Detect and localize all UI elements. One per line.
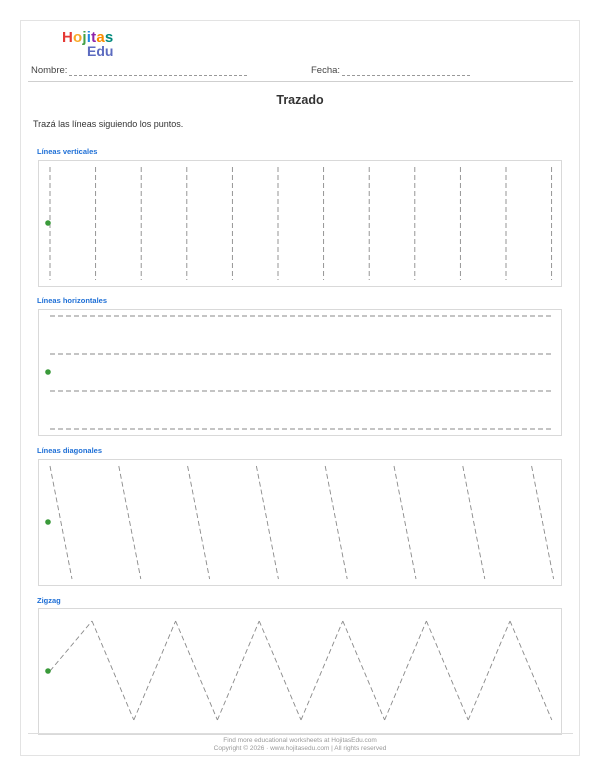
zigzag-trace-segment [50,621,92,671]
zigzag-trace-segment [92,621,134,720]
name-label: Nombre: [31,65,68,76]
date-field [311,65,470,76]
zigzag-trace-segment [176,621,218,720]
zigzag-trace-segment [343,621,385,720]
zigzag-trace-segment [134,621,176,720]
diagonal-trace-line [394,466,416,579]
diagonal-lines-drawing [39,460,561,585]
zigzag-trace-segment [510,621,552,720]
name-field [31,65,247,76]
zigzag-trace-segment [301,621,343,720]
section-label-horizontal: Líneas horizontales [37,296,108,305]
start-dot [45,369,51,375]
zigzag-trace-segment [468,621,510,720]
diagonal-trace-line [50,466,72,579]
date-line[interactable] [342,66,470,76]
section-label-diagonal: Líneas diagonales [37,446,103,455]
diagonal-trace-line [325,466,347,579]
worksheet-title: Trazado [276,93,324,107]
diagonal-trace-line [256,466,278,579]
diagonal-trace-line [532,466,554,579]
start-dot [45,220,51,226]
header-divider [28,81,573,82]
zigzag-trace-segment [426,621,468,720]
footer-line-1: Find more educational worksheets at HojitasEdu.com [223,737,377,744]
vertical-lines-box[interactable] [38,160,562,287]
diagonal-trace-line [188,466,210,579]
vertical-lines-drawing [39,161,561,286]
diagonal-trace-line [119,466,141,579]
date-label: Fecha: [311,65,341,76]
horizontal-lines-drawing [39,310,561,435]
zigzag-trace-segment [217,621,259,720]
zigzag-trace-segment [259,621,301,720]
start-dot [45,668,51,674]
zigzag-drawing [39,609,561,734]
footer-divider [28,733,573,734]
footer-line-2: Copyright © 2026 · www.hojitasedu.com | All rights reserved [213,745,387,752]
horizontal-lines-box[interactable] [38,309,562,436]
hojitasedu-logo: Hojitas Edu [62,29,114,59]
section-label-zigzag: Zigzag [37,596,61,605]
start-dot [45,519,51,525]
diagonal-trace-line [463,466,485,579]
name-line[interactable] [69,66,247,76]
zigzag-trace-segment [385,621,427,720]
instruction-text: Trazá las líneas siguiendo los puntos. [33,119,184,129]
diagonal-lines-box[interactable] [38,459,562,586]
section-label-vertical: Líneas verticales [37,147,98,156]
zigzag-box[interactable] [38,608,562,735]
